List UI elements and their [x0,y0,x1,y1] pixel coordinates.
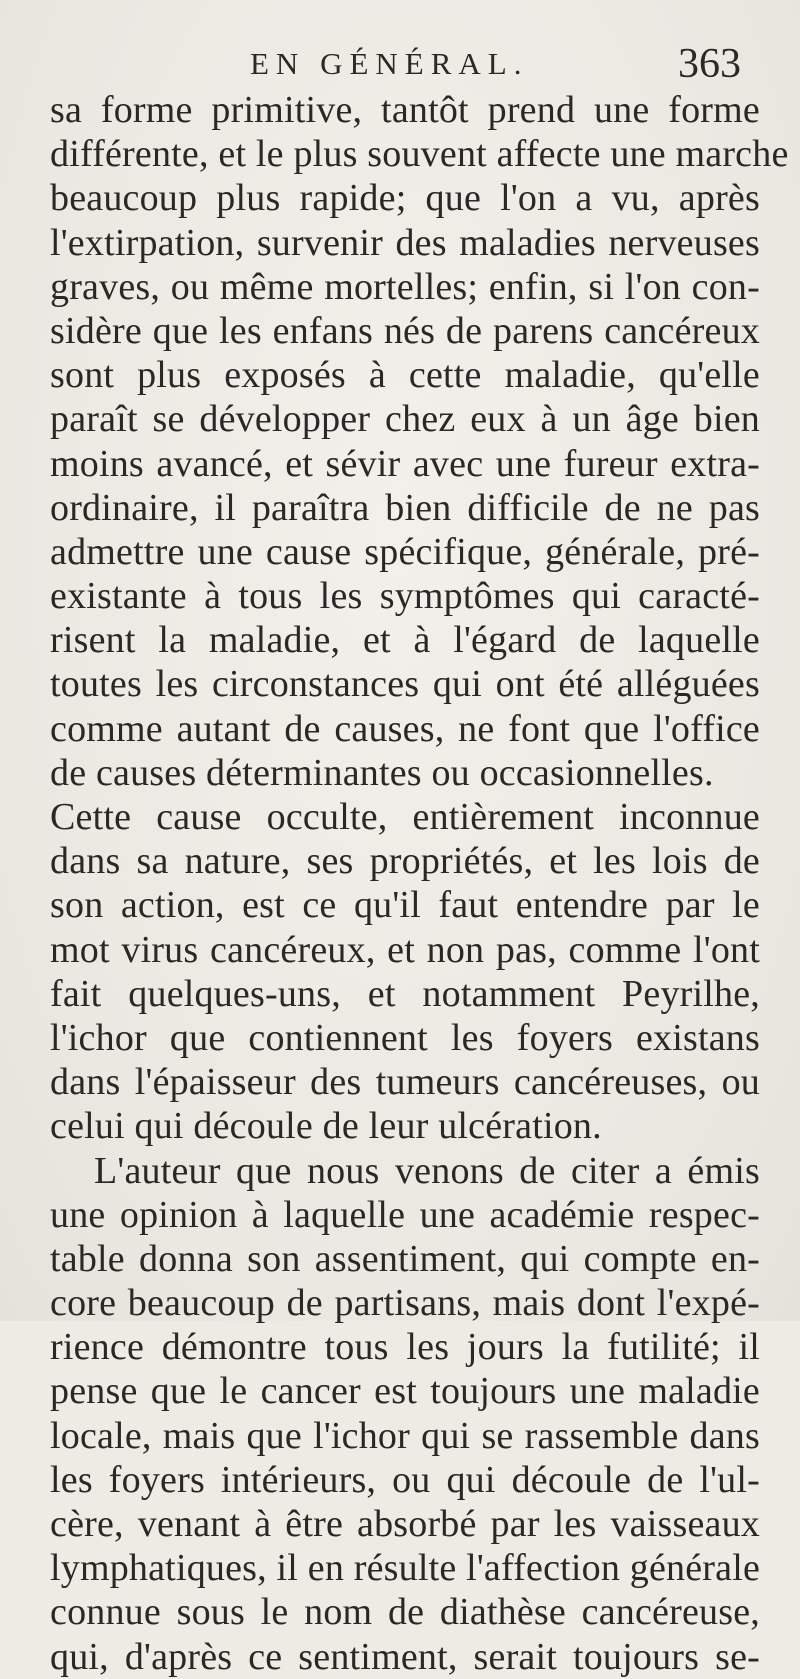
body-text [50,88,789,1679]
text-line: paraît se développer chez eux à un âge bien [50,398,760,441]
text-line: sont plus exposés à cette maladie, qu'elle [50,354,760,397]
text-line: core beaucoup de partisans, mais dont l'expé- [50,1282,760,1325]
text-line: pense que le cancer est toujours une maladie [50,1370,760,1413]
text-line: sidère que les enfans nés de parens cancéreux [50,309,760,352]
text-line: risent la maladie, et à l'égard de laquelle [50,619,760,662]
text-line: de causes déterminantes ou occasionnelles. [50,751,714,794]
running-head [0,40,800,90]
text-line: l'extirpation, survenir des maladies nerveuses [50,221,760,264]
text-line: L'auteur que nous venons de citer a émis [94,1149,760,1192]
text-line: lymphatiques, il en résulte l'affection générale [50,1547,761,1590]
text-line: les foyers intérieurs, ou qui découle de l'ul- [50,1458,760,1501]
text-line: l'ichor que contiennent les foyers existans [50,1016,760,1059]
text-line: dans l'épaisseur des tumeurs cancéreuses, ou [50,1061,760,1104]
running-title: EN GÉNÉRAL. [250,46,529,81]
text-line: Cette cause occulte, entièrement inconnue [50,796,760,838]
text-line: mot virus cancéreux, et non pas, comme l'ont [50,928,760,971]
text-line: celui qui découle de leur ulcération. [50,1105,602,1148]
text-line: admettre une cause spécifique, générale, pré- [50,530,760,573]
text-line: table donna son assentiment, qui compte en- [50,1237,760,1280]
text-line: cère, venant à être absorbé par les vaisseaux [50,1503,760,1545]
text-line: comme autant de causes, ne font que l'office [50,707,760,750]
text-line: fait quelques-uns, et notamment Peyrilhe, [50,972,760,1015]
text-line: graves, ou même mortelles; enfin, si l'on con- [50,265,760,308]
text-line: différente, et le plus souvent affecte une marche [50,133,789,176]
text-line: son action, est ce qu'il faut entendre par le [50,884,760,927]
text-line: beaucoup plus rapide; que l'on a vu, après [50,177,760,220]
text-line: sa forme primitive, tantôt prend une forme [50,89,760,131]
page-number: 363 [678,41,741,87]
text-line: toutes les circonstances qui ont été alléguées [50,663,760,706]
text-line: dans sa nature, ses propriétés, et les lois de [50,840,760,883]
text-line: rience démontre tous les jours la futilité; il [50,1326,760,1369]
text-line: connue sous le nom de diathèse cancéreuse, [50,1591,760,1634]
text-line: locale, mais que l'ichor qui se rassemble dans [50,1414,760,1457]
text-line: une opinion à laquelle une académie respec- [50,1193,760,1236]
text-line: moins avancé, et sévir avec une fureur extra- [50,442,760,485]
text-line: ordinaire, il paraîtra bien difficile de ne pas [50,486,760,529]
text-line: existante à tous les symptômes qui caracté- [50,575,760,618]
text-line: qui, d'après ce sentiment, serait toujours se- [50,1635,760,1678]
